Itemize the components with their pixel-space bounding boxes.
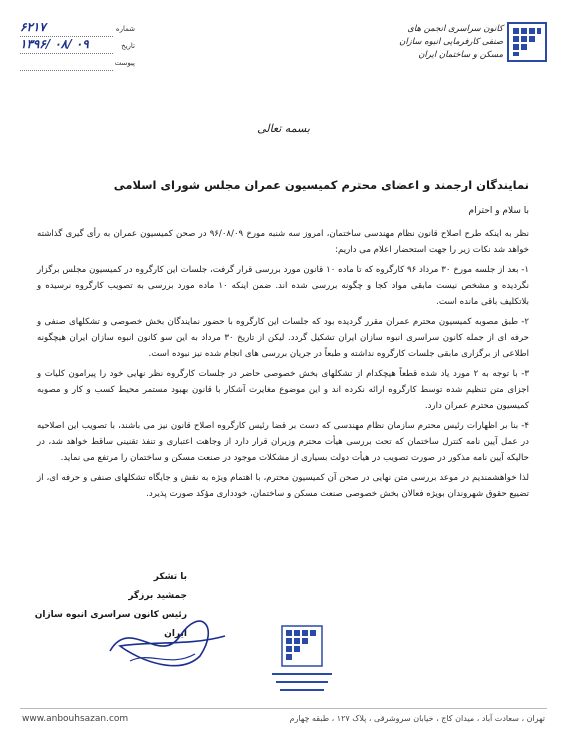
meta-line xyxy=(20,53,113,54)
footer-address: تهران ، سعادت آباد ، میدان کاج ، خیابان سروشرقی ، پلاک ۱۲۷ ، طبقه چهارم xyxy=(289,714,545,723)
meta-number-value: ۶۲۱۷ xyxy=(20,20,46,34)
closing-thanks: با تشکر xyxy=(153,572,187,582)
organization-stamp-icon xyxy=(262,622,342,702)
handwritten-signature-icon xyxy=(100,606,230,676)
footer-website: www.anbouhsazan.com xyxy=(22,714,129,724)
letter-heading: نمایندگان ارجمند و اعضای محترم کمیسیون عمران مجلس شورای اسلامی xyxy=(113,178,529,192)
organization-name xyxy=(383,23,503,62)
meta-number-label: شماره xyxy=(115,25,135,33)
body-paragraph: ۳- با توجه به ۲ مورد یاد شده قطعاً هیچکدام از تشکلهای بخش خصوصی حاضر در جلسات کارگروه نظر نهایی خود را پیرامون کلیات و اجزای متن تنظیم شده توسط کارگروه ارائه نکرده اند و این موضوع مغایرت آشکار با قانون بهبود مستمر محیط کسب و کار و مصوبه کمیسیون محترم عمران دارد. xyxy=(37,369,529,411)
meta-date-row xyxy=(20,39,135,56)
meta-date-label: تاریخ xyxy=(121,42,135,50)
meta-line xyxy=(20,70,113,71)
meta-attachment-label: پیوست xyxy=(114,59,135,67)
org-name-line: کانون سراسری انجمن های xyxy=(407,24,503,34)
building-logo-icon xyxy=(507,22,547,62)
body-paragraph: ۴- بنا بر اظهارات رئیس محترم سازمان نظام مهندسی که دست بر قضا رئیس کارگروه اصلاح قانون نیز می باشند، با تصویب این اصلاحیه در عمل آیین نامه کنترل ساختمان که تحت بررسی هیأت محترم وزیران قرار دارد از وجاهت اعتباری و تنفذ تقنینی ساقط خواهد شد، در حالیکه آیین نامه مذکور در صورت تصویب در هیأت دولت بسیاری از مشکلات موجود در صنعت مسکن و ساختمان را مرتفع می نماید. xyxy=(37,421,529,463)
meta-date-value: ۱۳۹۶/ ۰۸/ ۰۹ xyxy=(20,37,89,51)
signer-name: جمشید برزگر xyxy=(128,591,187,601)
body-paragraph: ۲- طبق مصوبه کمیسیون محترم عمران مقرر گردیده بود که جلسات این کارگروه با حضور نمایندگان بخش خصوصی و تشکلهای صنفی و حرفه ای از جمله کانون سراسری انبوه سازان ایران تشکیل گردد. لیکن از تاریخ ۳۰ مرداد به این سو کانون انبوه سازان ایران هیچگونه اطلاعی از برگزاری مابقی جلسات کارگروه نداشته و طبعاً در جریان بررسی های انجام شده نیز نبوده است. xyxy=(37,317,529,359)
footer-divider xyxy=(20,708,547,709)
invocation-text: بسمه تعالی xyxy=(257,122,310,135)
signer-title: رئیس کانون سراسری انبوه سازان ایران xyxy=(34,610,187,639)
body-paragraph: لذا خواهشمندیم در موعد بررسی متن نهایی در صحن آن کمیسیون محترم، با اهتمام ویژه به نقش و جایگاه تشکلهای صنفی و حرفه ای، از تضییع حقوق شهروندان بویژه فعالان بخش خصوصی صنعت مسکن و ساختمان، خودداری مؤکد صورت پذیرد. xyxy=(37,473,529,499)
letter-greeting: با سلام و احترام xyxy=(468,206,529,216)
org-name-line: صنفی کارفرمایی انبوه سازان xyxy=(399,37,503,47)
letter-body xyxy=(37,226,529,506)
body-paragraph: ۱- بعد از جلسه مورخ ۳۰ مرداد ۹۶ کارگروه که تا ماده ۱۰ قانون مورد بررسی قرار گرفت، جلسات این کارگروه در کمیسیون مجلس برگزار نگردیده و مشخص نیست مابقی مواد کجا و چگونه بررسی شده اند. ضمن اینکه ۱۰ ماده مورد بررسی به تصویب کارگروه نرسیده و بلاتکلیف باقی مانده است. xyxy=(37,265,529,307)
org-name-line: مسکن و ساختمان ایران xyxy=(418,50,503,60)
letter-meta xyxy=(20,22,135,73)
body-paragraph: نظر به اینکه طرح اصلاح قانون نظام مهندسی ساختمان، امروز سه شنبه مورخ ۹۶/۰۸/۰۹ در صحن کمیسیون عمران به رأی گیری گذاشته خواهد شد نکات زیر را جهت استحضار اعلام می داریم: xyxy=(37,229,529,255)
meta-attachment-row xyxy=(20,56,135,73)
